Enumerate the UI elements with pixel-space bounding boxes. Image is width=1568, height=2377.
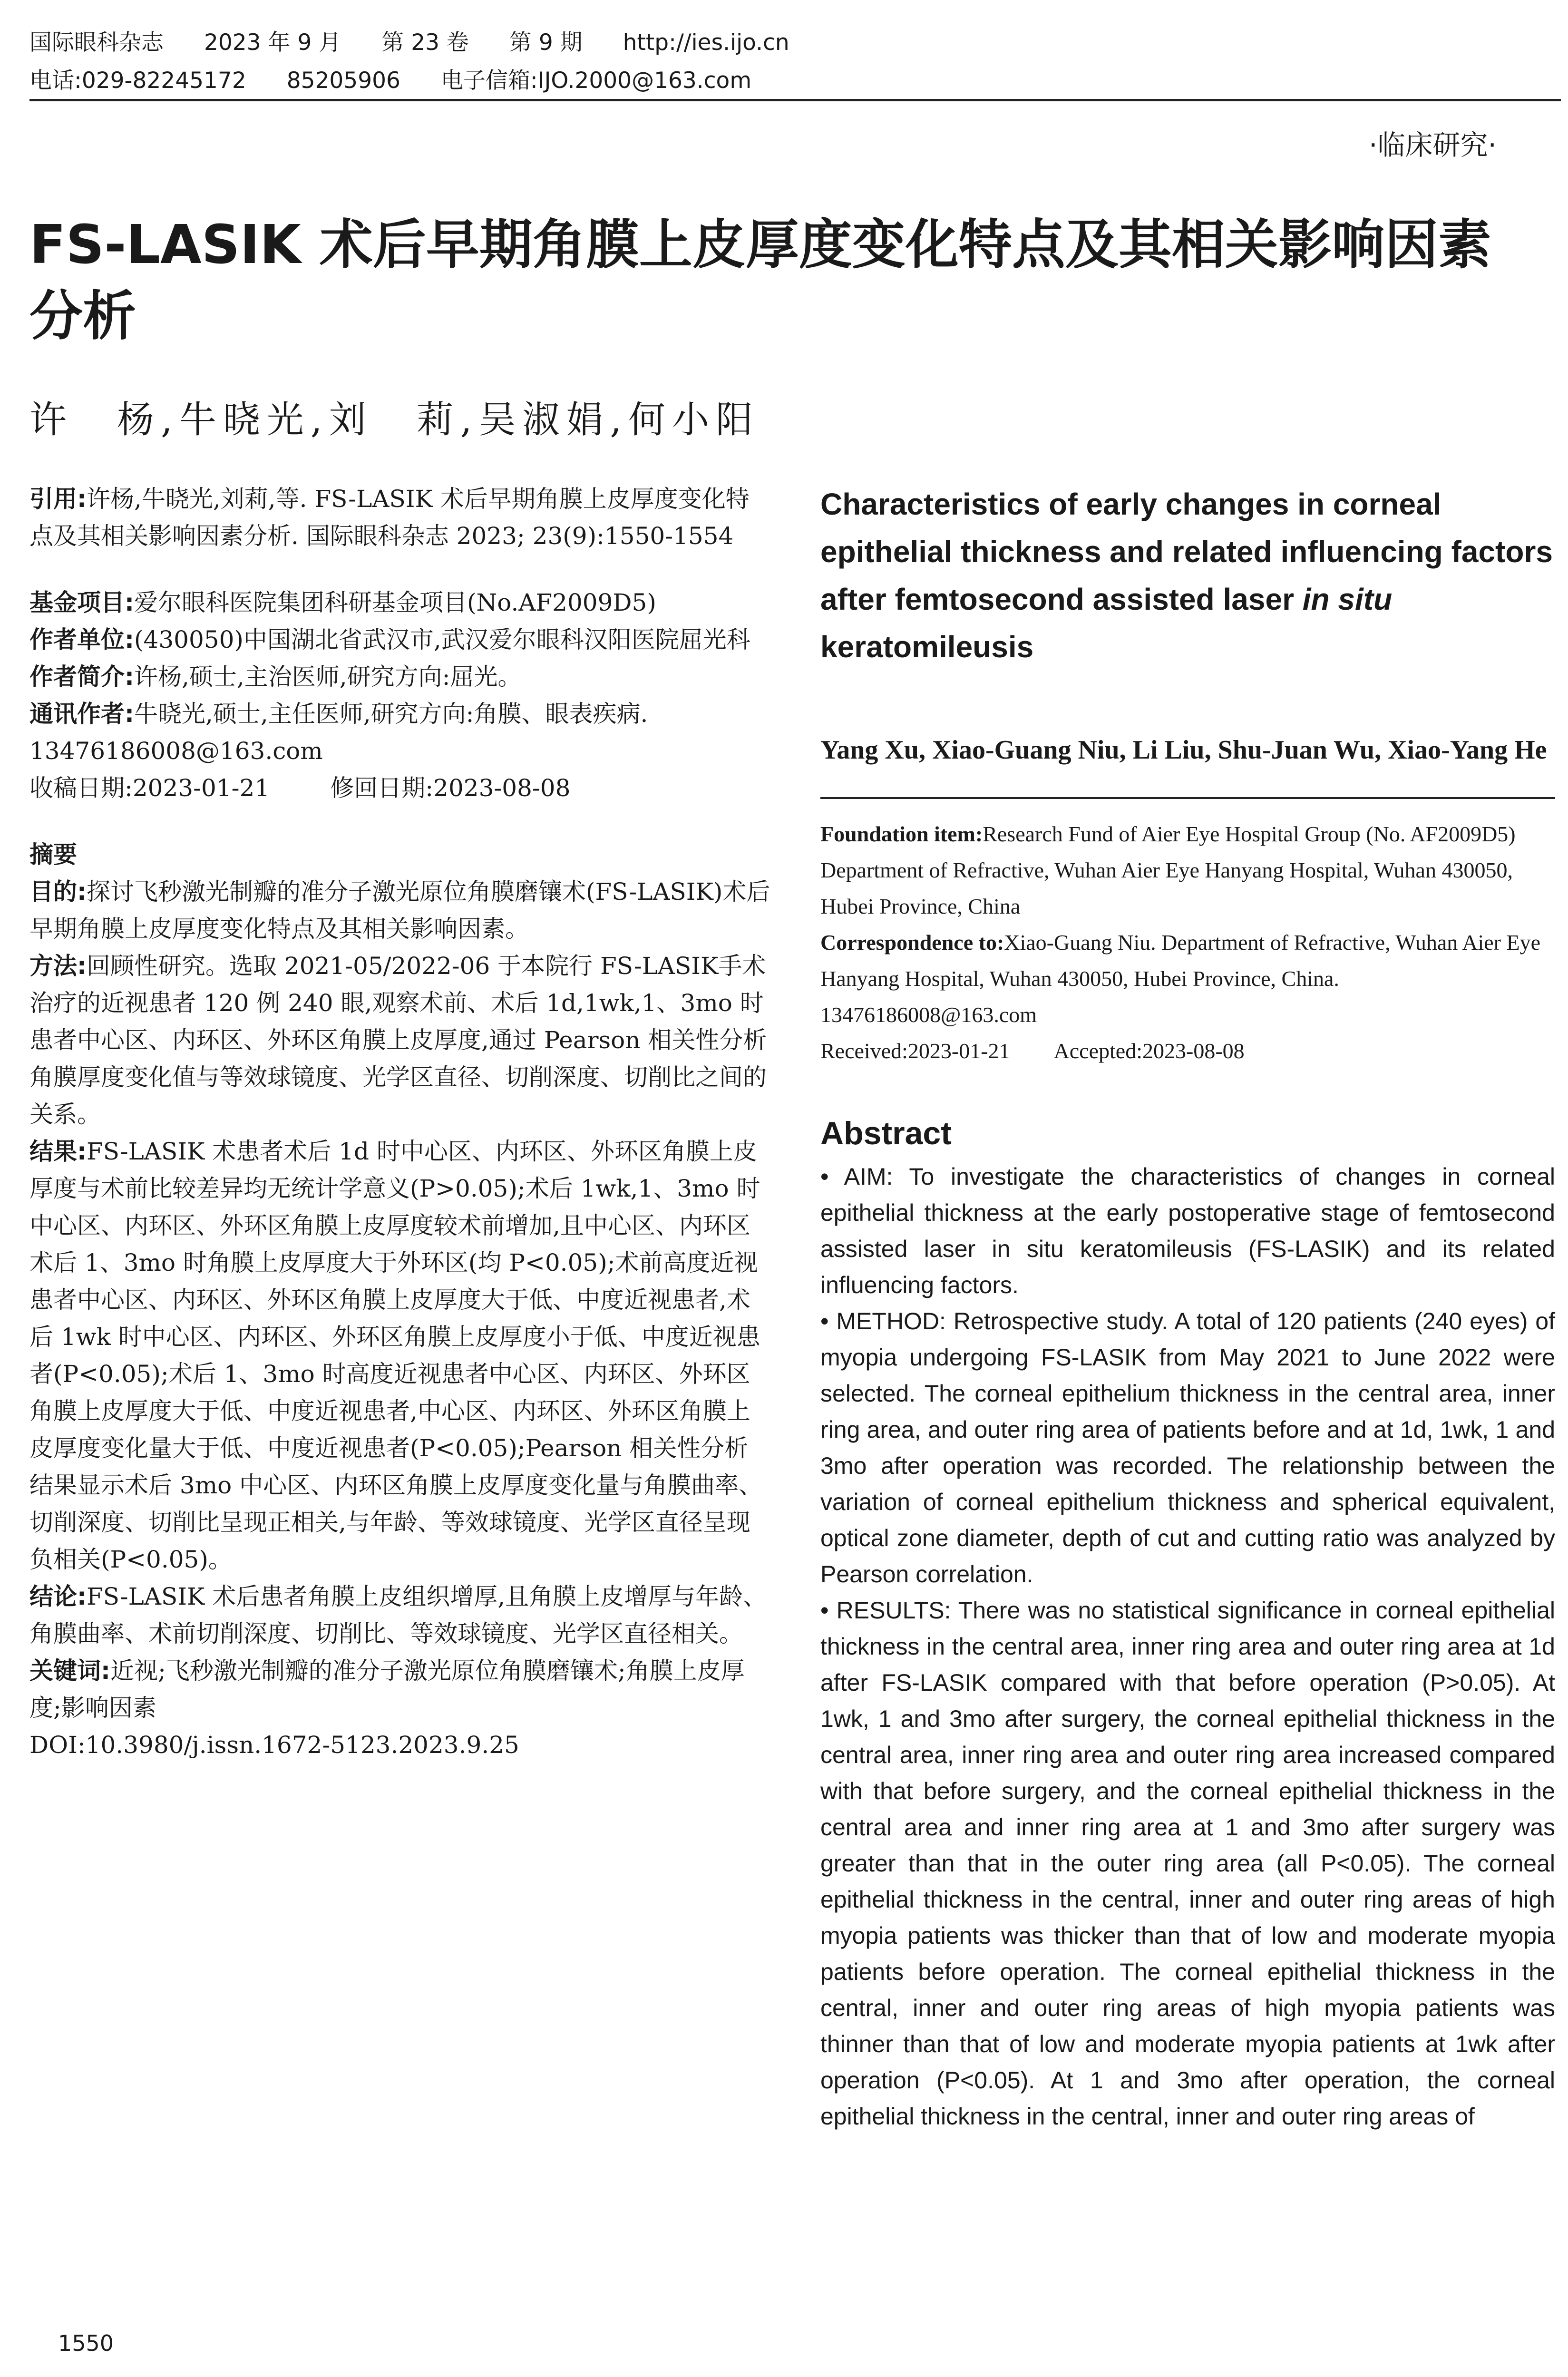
results-en: • RESULTS: There was no statistical significance in corneal epithelial thickness in the central area, inner ring area and outer ring area at 1d after FS-LASIK compared with that before operation (P>0.05). At 1wk, 1 and 3mo after surgery, the corneal epithelial thickness in the central area, inner ring area and outer ring area increased compared with that before surgery, and the corneal epithelial thickness in the central area and inner ring area at 1 and 3mo after surgery was greater than that in the outer ring area (all P<0.05). The corneal epithelial thickness in the central, inner and outer ring areas of high myopia patients was thicker than that of low and moderate myopia patients before operation. The corneal epithelial thickness in the central, inner and outer ring areas of high myopia patients was thinner than that of low and moderate myopia patients at 1wk after operation (P<0.05). At 1 and 3mo after operation, the corneal epithelial thickness in the central, inner and outer ring areas of	[820, 1597, 1555, 2130]
corresponding-author: 通讯作者:牛晓光,硕士,主任医师,研究方向:角膜、眼表疾病. 13476186008@163.com	[29, 700, 648, 765]
aim-en: • AIM: To investigate the characteristics of changes in corneal epithelial thickness at the early postoperative stage of femtosecond assisted laser in situ keratomileusis (FS-LASIK) and its related influencing factors.	[820, 1163, 1555, 1298]
metadata-en: Foundation item:Research Fund of Aier Eye Hospital Group (No. AF2009D5) Department of Refractive, Wuhan Aier Eye Hanyang Hospital, Wuhan 430050, Hubei Province, China Correspondence to:Xiao-Guang Niu. Department of Refractive, Wuhan Aier Eye Hanyang Hospital, Wuhan 430050, Hubei Province, China. 13476186008@163.com Received:2023-01-21 Accepted:2023-08-08	[820, 816, 1555, 1069]
abstract-heading-zh: 摘要	[29, 841, 77, 868]
fund: 基金项目:爱尔眼科医院集团科研基金项目(No.AF2009D5)	[29, 589, 656, 616]
result-zh: 结果:FS-LASIK 术患者术后 1d 时中心区、内环区、外环区角膜上皮厚度与术前比较差异均无统计学意义(P>0.05);术后 1wk,1、3mo 时中心区、内环区、外环区角膜上皮厚度较术前增加,且中心区、内环区术后 1、3mo 时角膜上皮厚度大于外环区(均 P<0.05);术前高度近视患者中心区、内环区、外环区角膜上皮厚度大于低、中度近视患者,术后 1wk 时中心区、内环区、外环区角膜上皮厚度小于低、中度近视患者(P<0.05);术后 1、3mo 时高度近视患者中心区、内环区、外环区角膜上皮厚度大于低、中度近视患者,中心区、内环区、外环区角膜上皮厚度变化量大于低、中度近视患者(P<0.05);Pearson 相关性分析结果显示术后 3mo 中心区、内环区角膜上皮厚度变化量与角膜曲率、切削深度、切削比呈现正相关,与年龄、等效球镜度、光学区直径呈现负相关(P<0.05)。	[29, 1138, 763, 1573]
keywords-zh: 关键词:近视;飞秒激光制瓣的准分子激光原位角膜磨镶术;角膜上皮厚度;影响因素	[29, 1657, 745, 1722]
department-en: Department of Refractive, Wuhan Aier Eye Hanyang Hospital, Wuhan 430050, Hubei Province, China	[820, 858, 1513, 918]
citation: 引用:许杨,牛晓光,刘莉,等. FS-LASIK 术后早期角膜上皮厚度变化特点及其相关影响因素分析. 国际眼科杂志 2023; 23(9):1550-1554	[29, 485, 750, 550]
right-column	[820, 480, 1555, 2134]
phone: 电话:029-82245172	[29, 68, 246, 94]
journal-header-line-2	[29, 63, 785, 95]
method-en: • METHOD: Retrospective study. A total of 120 patients (240 eyes) of myopia undergoing FS-LASIK from May 2021 to June 2022 were selected. The corneal epithelium thickness in the central area, inner ring area, and outer ring area of patients before and at 1d, 1wk, 1 and 3mo after operation was recorded. The relationship between the variation of corneal epithelium thickness and spherical equivalent, optical zone diameter, depth of cut and cutting ratio was analyzed by Pearson correlation.	[820, 1308, 1555, 1588]
phone-2: 85205906	[286, 68, 400, 94]
journal-header-line-1	[29, 25, 823, 57]
section-tag: ·临床研究·	[1369, 129, 1497, 161]
volume: 第 23 卷	[381, 29, 469, 56]
method-zh: 方法:回顾性研究。选取 2021-05/2022-06 于本院行 FS-LASIK手术治疗的近视患者 120 例 240 眼,观察术前、术后 1d,1wk,1、3mo 时患者中心区、内环区、外环区角膜上皮厚度,通过 Pearson 相关性分析角膜厚度变化值与等效球镜度、光学区直径、切削深度、切削比之间的关系。	[29, 952, 767, 1128]
affiliation: 作者单位:(430050)中国湖北省武汉市,武汉爱尔眼科汉阳医院屈光科	[29, 626, 750, 653]
left-column	[29, 480, 771, 1763]
dates: 收稿日期:2023-01-21 修回日期:2023-08-08	[29, 774, 571, 802]
doi[interactable]: DOI:10.3980/j.issn.1672-5123.2023.9.25	[29, 1731, 519, 1759]
issue: 第 9 期	[509, 29, 583, 56]
title-en: Characteristics of early changes in corneal epithelial thickness and related influencing factors after femtosecond assisted laser in situ keratomileusis	[820, 487, 1553, 664]
issue-date: 2023 年 9 月	[204, 29, 341, 56]
aim-zh: 目的:探讨飞秒激光制瓣的准分子激光原位角膜磨镶术(FS-LASIK)术后早期角膜上皮厚度变化特点及其相关影响因素。	[29, 878, 770, 943]
authors-zh: 许 杨,牛晓光,刘 莉,吴淑娟,何小阳	[29, 399, 760, 441]
title-zh: FS-LASIK 术后早期角膜上皮厚度变化特点及其相关影响因素分析	[29, 214, 1491, 347]
header-rule	[29, 99, 1561, 101]
journal-url[interactable]: http://ies.ijo.cn	[623, 29, 789, 56]
author-bio: 作者简介:许杨,硕士,主治医师,研究方向:屈光。	[29, 663, 522, 691]
page-number: 1550	[58, 2330, 114, 2356]
email[interactable]: 电子信箱:IJO.2000@163.com	[440, 68, 752, 94]
authors-en: Yang Xu, Xiao-Guang Niu, Li Liu, Shu-Juan Wu, Xiao-Yang He	[820, 735, 1547, 765]
abstract-body-en	[820, 1159, 1555, 2134]
journal-name: 国际眼科杂志	[29, 29, 164, 56]
conclusion-zh: 结论:FS-LASIK 术后患者角膜上皮组织增厚,且角膜上皮增厚与年龄、角膜曲率、术前切削深度、切削比、等效球镜度、光学区直径相关。	[29, 1583, 767, 1647]
abstract-heading-en: Abstract	[820, 1115, 952, 1151]
column-rule	[820, 797, 1555, 799]
